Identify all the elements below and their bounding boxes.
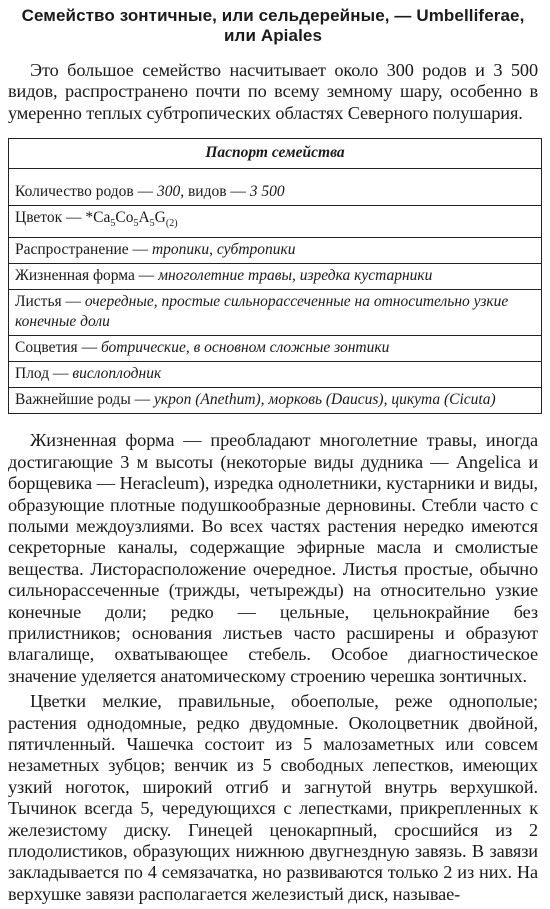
intro-paragraph: Это большое семейство насчитывает около 300 родов и 3 500 видов, распространено почти по всему земному шару, особенно в умеренно теплых субтропических областях Северного полушария. [8,60,538,123]
passport-row-life-form: Жизненная форма — многолетние травы, изредка кустарники [9,264,542,290]
flower-formula: $*Ca_5Co_5A_5G_{(2)}$ [85,209,178,230]
passport-row-genera: Важнейшие роды — укроп (Anethum), морковь (Daucus), цикута (Cicuta) [9,388,542,414]
passport-row-leaves: Листья — очередные, простые сильнорассеченные на относительно узкие конечные доли [9,290,542,336]
section-title-line1: Семейство зонтичные, или сельдерейные, — Umbelliferae, [21,6,525,25]
passport-row-inflorescence: Соцветия — ботрические, в основном сложные зонтики [9,336,542,362]
passport-row-distribution: Распространение — тропики, субтропики [9,238,542,264]
passport-row-fruit: Плод — вислоплодник [9,362,542,388]
section-title-line2: или Apiales [224,26,322,45]
paragraph-flowers: Цветки мелкие, правильные, обоеполые, реже однополые; растения однодомные, редко двудомные. Околоцветник двойной, пятичленный. Чашечка состоит из 5 малозаметных или совсем незаметных зубцов; венчик из 5 свободных лепестков, имеющих узкий ноготок, широкий отгиб и загнутой внутрь верхушкой. Тычинок всегда 5, чередующихся с лепестками, прикрепленных к железистому диску. Гинецей ценокарпный, сросшийся из 2 плодолистиков, образующих нижнюю двугнездную завязь. В завязи закладывается по 4 семязачатка, но развиваются только 2 из них. На верхушке завязи располагается железистый диск, называе- [8,691,538,904]
section-title [8,6,538,46]
passport-row-counts: Количество родов — 300, видов — 3 500 [9,169,542,206]
passport-header: Паспорт семейства [9,139,542,169]
family-passport-table [8,138,542,414]
passport-row-flower: Цветок — $*Ca_5Co_5A_5G_{(2)}$ [9,206,542,238]
paragraph-life-form: Жизненная форма — преобладают многолетние травы, иногда достигающие 3 м высоты (некоторые виды дудника — Angelica и борщевика — Heracleum), изредка однолетники, кустарники и виды, образующие плотные подушкообразные дерновины. Стебли часто с полыми междоузлиями. Во всех частях растения нередко имеются секреторные каналы, содержащие эфирные масла и смолистые вещества. Листорасположение очередное. Листья простые, обычно сильнорассеченные (трижды, четырежды) на относительно узкие конечные доли; редко — цельные, цельнокрайние без прилистников; основания листьев часто расширены и образуют влагалище, охватывающее стебель. Особое диагностическое значение уделяется анатомическому строению черешка зонтичных. [8,430,538,686]
